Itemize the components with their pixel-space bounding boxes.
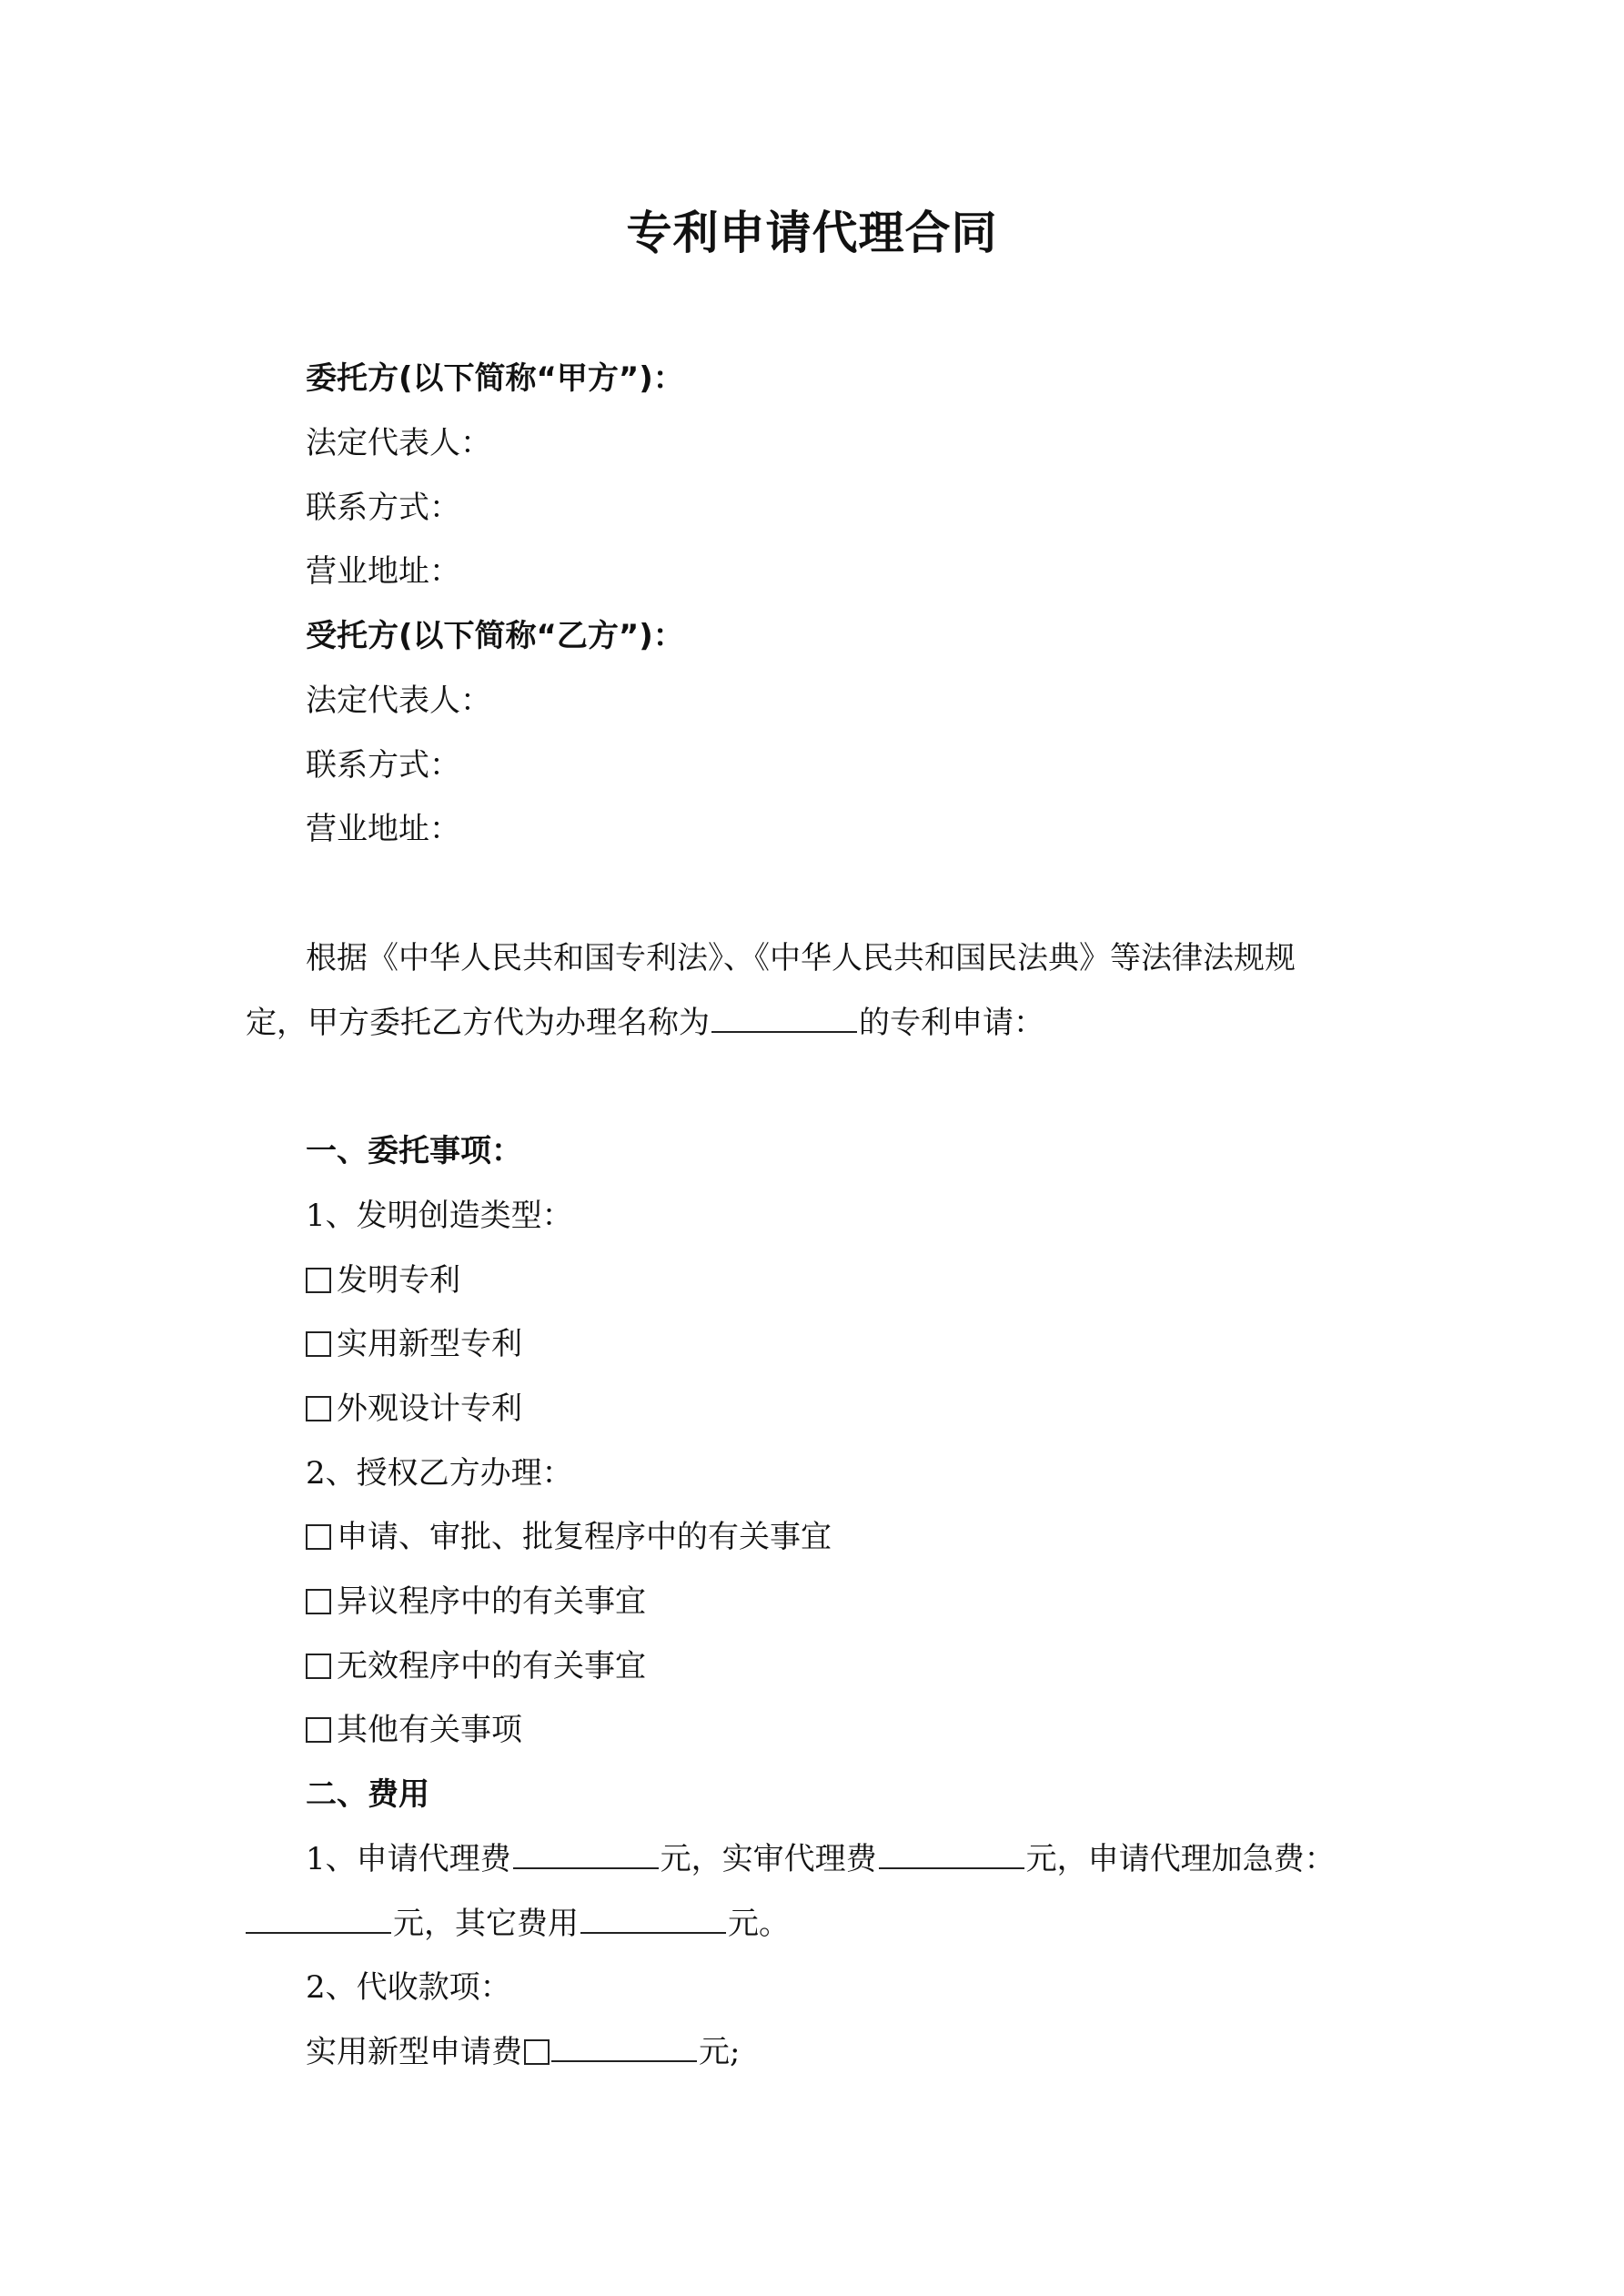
- checkbox-icon: [306, 1524, 331, 1550]
- party-a-rep: 法定代表人：: [306, 425, 491, 461]
- party-a-address: 营业地址：: [306, 553, 460, 590]
- type-option-utility: [306, 1322, 522, 1366]
- scope-option-label: 其他有关事项: [337, 1712, 522, 1748]
- other-fee-label: 元，其它费用: [393, 1906, 579, 1942]
- fee-line-2: [246, 1902, 790, 1946]
- party-a-heading: 委托方(以下简称“甲方”)：: [306, 360, 684, 397]
- urgent-fee-blank: [246, 1905, 391, 1934]
- exam-fee-blank: [879, 1840, 1024, 1869]
- document-title: 专利申请代理合同: [626, 207, 998, 259]
- authorization-label: 2、授权乙方办理：: [306, 1455, 573, 1492]
- scope-option-label: 异议程序中的有关事宜: [337, 1583, 646, 1620]
- scope-option-invalidation: [306, 1644, 646, 1688]
- urgent-fee-label: 元，申请代理加急费：: [1025, 1841, 1336, 1877]
- type-option-label: 外观设计专利: [337, 1391, 522, 1427]
- scope-option-objection: [306, 1580, 646, 1623]
- party-b-contact: 联系方式：: [306, 747, 460, 784]
- invention-type-label: 1、发明创造类型：: [306, 1198, 573, 1234]
- intro-line-1: 根据《中华人民共和国专利法》、《中华人民共和国民法典》等法律法规规: [306, 940, 1296, 976]
- type-option-label: 实用新型专利: [337, 1326, 522, 1362]
- checkbox-icon: [306, 1331, 331, 1357]
- section2-heading: 二、费用: [306, 1776, 429, 1813]
- scope-option-label: 申请、审批、批复程序中的有关事宜: [337, 1519, 832, 1555]
- other-fee-blank: [580, 1905, 726, 1934]
- scope-option-application: [306, 1515, 832, 1559]
- intro-line-2-tail: 的专利申请：: [859, 1005, 1044, 1041]
- checkbox-icon: [306, 1589, 331, 1614]
- scope-option-other: [306, 1708, 522, 1752]
- checkbox-icon: [306, 1654, 331, 1679]
- section1-heading: 一、委托事项：: [306, 1133, 522, 1169]
- type-option-invention: [306, 1259, 460, 1302]
- utility-fee-blank: [551, 2033, 697, 2062]
- utility-fee-unit: 元;: [699, 2034, 741, 2070]
- collection-label: 2、代收款项：: [306, 1969, 511, 2006]
- intro-line-2-text: 定，甲方委托乙方代为办理名称为: [246, 1005, 710, 1041]
- party-a-contact: 联系方式：: [306, 490, 460, 526]
- utility-fee-label: 实用新型申请费: [306, 2034, 522, 2070]
- party-b-heading: 受托方(以下简称“乙方”)：: [306, 618, 684, 654]
- application-fee-blank: [513, 1840, 659, 1869]
- intro-line-2: [246, 1001, 1044, 1045]
- type-option-design: [306, 1387, 522, 1431]
- checkbox-icon: [524, 2039, 550, 2065]
- checkbox-icon: [306, 1396, 331, 1421]
- other-fee-unit: 元。: [728, 1906, 790, 1942]
- application-fee-label: 1、申请代理费: [306, 1841, 511, 1877]
- party-b-address: 营业地址：: [306, 811, 460, 847]
- party-b-rep: 法定代表人：: [306, 683, 491, 719]
- type-option-label: 发明专利: [337, 1262, 460, 1299]
- scope-option-label: 无效程序中的有关事宜: [337, 1648, 646, 1684]
- fee-line-1: [306, 1837, 1336, 1881]
- utility-fee-line: [306, 2030, 740, 2074]
- checkbox-icon: [306, 1717, 331, 1743]
- checkbox-icon: [306, 1268, 331, 1293]
- exam-fee-label: 元，实审代理费: [660, 1841, 877, 1877]
- patent-name-blank: [711, 1004, 857, 1033]
